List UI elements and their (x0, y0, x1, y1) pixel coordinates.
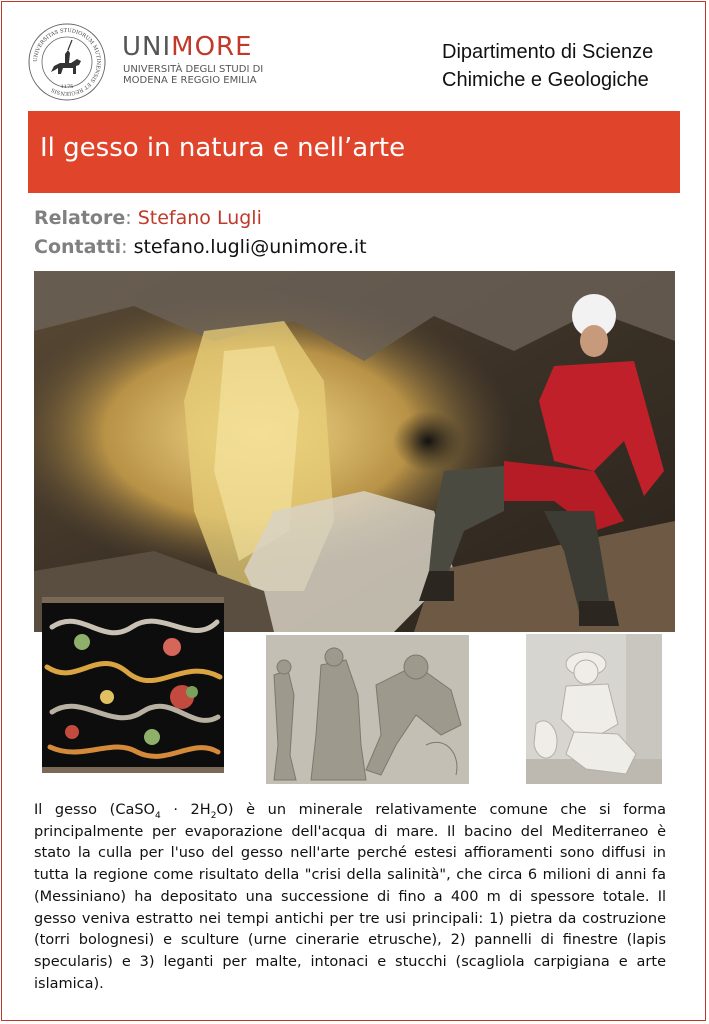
relatore-separator: : (125, 207, 132, 229)
university-subtitle (123, 64, 293, 86)
cave-gypsum-crystals-photo (34, 271, 675, 632)
assyrian-relief-photo (266, 635, 469, 784)
university-subtitle-line2: MODENA E REGGIO EMILIA (123, 75, 257, 86)
contatti-line (34, 236, 367, 258)
university-name-part1: UNI (122, 32, 172, 62)
contatti-label: Contatti (34, 236, 122, 258)
university-subtitle-line1: UNIVERSITÀ DEGLI STUDI DI (123, 64, 264, 75)
description-sub1: 4 (154, 810, 161, 821)
contatti-separator: : (121, 236, 128, 258)
logo-ring-text: UNIVERSITAS STUDIORUM MUTINENSIS ET REGIENSIS (32, 27, 102, 97)
logo-year: 1175 (60, 84, 74, 90)
department-line1: Dipartimento di Scienze (442, 41, 654, 63)
relatore-label: Relatore (34, 207, 126, 229)
plaster-sculpture-photo (526, 634, 662, 784)
description-paragraph (34, 800, 666, 995)
description-part2: · 2H (160, 802, 211, 818)
description-part3: O) è un minerale relativamente comune che si forma principalmente per evaporazione dell'acqua di mare. Il bacino del Mediterraneo è stato la culla per l'uso del gesso nell'arte perché estesi affioramenti sono diffusi in tutta la regione come risultato della "crisi della salinità", che circa 6 milioni di anni fa (Messiniano) ha depositato una successione di fino a 400 m di spessore totale. Il gesso veniva estratto nei tempi antichi per tre usi principali: 1) pietra da costruzione (torri bolognesi) e sculture (urne cinerarie etrusche), 2) pannelli di finestre (lapis specularis) e 3) leganti per malte, intonaci e stucchi (scagliola carpigiana e arte islamica). (34, 802, 666, 992)
relatore-value: Stefano Lugli (137, 207, 262, 229)
page-title: Il gesso in natura e nell’arte (40, 133, 406, 163)
university-name (122, 32, 253, 62)
university-name-part2: MORE (171, 32, 253, 62)
relatore-line (34, 207, 262, 229)
title-banner (28, 111, 680, 193)
description-part1: Il gesso (CaSO (34, 802, 155, 818)
description-sub2: 2 (210, 810, 217, 821)
unimore-seal-icon (27, 22, 107, 102)
department-name (442, 38, 653, 94)
scagliola-inlay-photo (42, 597, 224, 773)
contatti-email: stefano.lugli@unimore.it (133, 236, 367, 258)
department-line2: Chimiche e Geologiche (442, 69, 649, 91)
